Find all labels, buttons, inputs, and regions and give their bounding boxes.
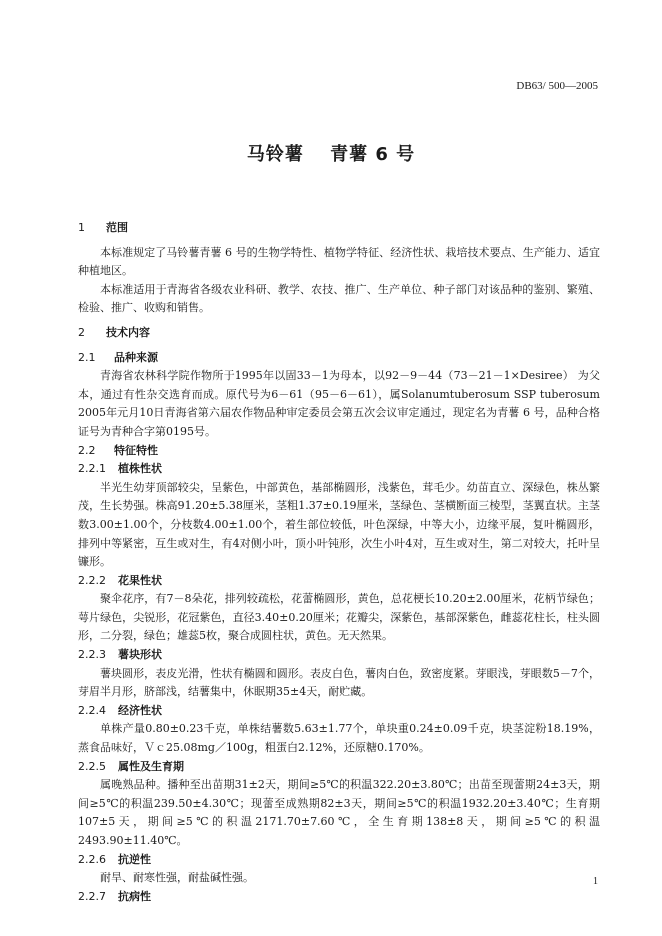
section-title: 薯块形状 <box>118 648 162 662</box>
section-2-heading <box>78 324 600 343</box>
section-number: 2.2.5 <box>78 759 106 773</box>
section-2-1-heading <box>78 349 600 368</box>
section-number: 2.2.1 <box>78 462 106 476</box>
paragraph: 薯块圆形，表皮光滑，性状有椭圆和圆形。表皮白色，薯肉白色，致密度紧。芽眼浅，芽眼数5－7个，芽眉半月形，脐部浅，结薯集中，休眠期35±4天，耐贮藏。 <box>78 666 600 699</box>
section-1-heading <box>78 219 600 238</box>
page-number: 1 <box>593 876 598 887</box>
section-2-2-2-heading <box>78 572 600 591</box>
section-number: 2.2.4 <box>78 703 106 717</box>
section-2-2-heading <box>78 442 600 461</box>
section-number: 2.2.2 <box>78 573 106 587</box>
section-number: 2.2 <box>78 443 96 457</box>
section-title: 品种来源 <box>114 350 158 364</box>
paragraph: 单株产量0.80±0.23千克，单株结薯数5.63±1.77个，单块重0.24±0.09千克，块茎淀粉18.19%，蒸食品味好，Ｖｃ25.08mg／100g，粗蛋白2.12%，还原糖0.170%。 <box>78 722 600 755</box>
section-number: 2.2.3 <box>78 648 106 662</box>
section-2-2-6-heading <box>78 851 600 870</box>
section-title: 技术内容 <box>106 325 150 339</box>
section-title: 植株性状 <box>118 462 162 476</box>
section-number: 2.2.6 <box>78 852 106 866</box>
section-2-2-3-heading <box>78 646 600 665</box>
paragraph: 聚伞花序，有7－8朵花，排列较疏松，花蕾椭圆形，黄色，总花梗长10.20±2.00厘米，花柄节绿色；萼片绿色，尖锐形，花冠紫色，直径3.40±0.20厘米；花瓣尖，深紫色，基部深紫色，雌蕊花柱长，柱头圆形，二分裂，绿色；雄蕊5枚，聚合成圆柱状，黄色。无天然果。 <box>78 592 600 643</box>
section-title: 抗逆性 <box>118 852 151 866</box>
section-title: 经济性状 <box>118 703 162 717</box>
standard-number: DB63/ 500—2005 <box>516 80 598 92</box>
section-2-2-4-heading <box>78 702 600 721</box>
section-title: 范围 <box>106 221 128 234</box>
paragraph: 耐旱、耐寒性强，耐盐碱性强。 <box>100 871 254 885</box>
paragraph: 本标准规定了马铃薯青薯 6 号的生物学特性、植物学特征、经济性状、栽培技术要点、生产能力、适宜种植地区。 <box>78 245 600 278</box>
section-title: 花果性状 <box>118 573 162 587</box>
document-body <box>78 219 600 906</box>
section-title: 特征特性 <box>114 443 158 457</box>
section-title: 抗病性 <box>118 889 151 903</box>
section-number: 1 <box>78 221 85 234</box>
document-title: 马铃薯 青薯 6 号 <box>246 144 416 165</box>
paragraph: 本标准适用于青海省各级农业科研、教学、农技、推广、生产单位、种子部门对该品种的鉴别、繁殖、检验、推广、收购和销售。 <box>78 282 600 315</box>
section-title: 属性及生育期 <box>118 759 184 773</box>
paragraph: 青海省农林科学院作物所于1995年以固33－1为母本，以92－9－44（73－21－1×Desiree） 为父本，通过有性杂交选育而成。原代号为6－61（95－6－61），属Solanumtuberosum SSP tuberosum 2005年元月10日青海省第六届农作物品种审定委员会第五次会议审定通过，现定名为青薯 6 号，品种合格证号为青种合字第0195号。 <box>78 369 600 438</box>
paragraph: 半光生幼芽顶部较尖，呈紫色，中部黄色，基部椭圆形，浅紫色，茸毛少。幼苗直立、深绿色，株丛繁茂，生长势强。株高91.20±5.38厘米，茎粗1.37±0.19厘米，茎绿色、茎横断面三棱型，茎翼直状。主茎数3.00±1.00个，分枝数4.00±1.00个，着生部位较低，叶色深绿，中等大小，边缘平展，复叶椭圆形，排列中等紧密，互生或对生，有4对侧小叶，顶小叶钝形，次生小叶4对，互生或对生，第二对较大，托叶呈镰形。 <box>78 480 600 569</box>
section-2-2-1-heading <box>78 460 600 479</box>
paragraph: 属晚熟品种。播种至出苗期31±2天，期间≥5℃的积温322.20±3.80℃；出苗至现蕾期24±3天，期间≥5℃的积温239.50±4.30℃；现蕾至成熟期82±3天，期间≥5℃的积温1932.20±3.40℃；生育期107±5天，期间≥5℃的积温2171.70±7.60℃，全生育期138±8天，期间≥5℃的积温2493.90±11.40℃。 <box>78 778 600 847</box>
section-number: 2.1 <box>78 350 96 364</box>
section-2-2-5-heading <box>78 758 600 777</box>
section-2-2-7-heading <box>78 888 600 907</box>
section-number: 2.2.7 <box>78 889 106 903</box>
section-number: 2 <box>78 325 85 339</box>
